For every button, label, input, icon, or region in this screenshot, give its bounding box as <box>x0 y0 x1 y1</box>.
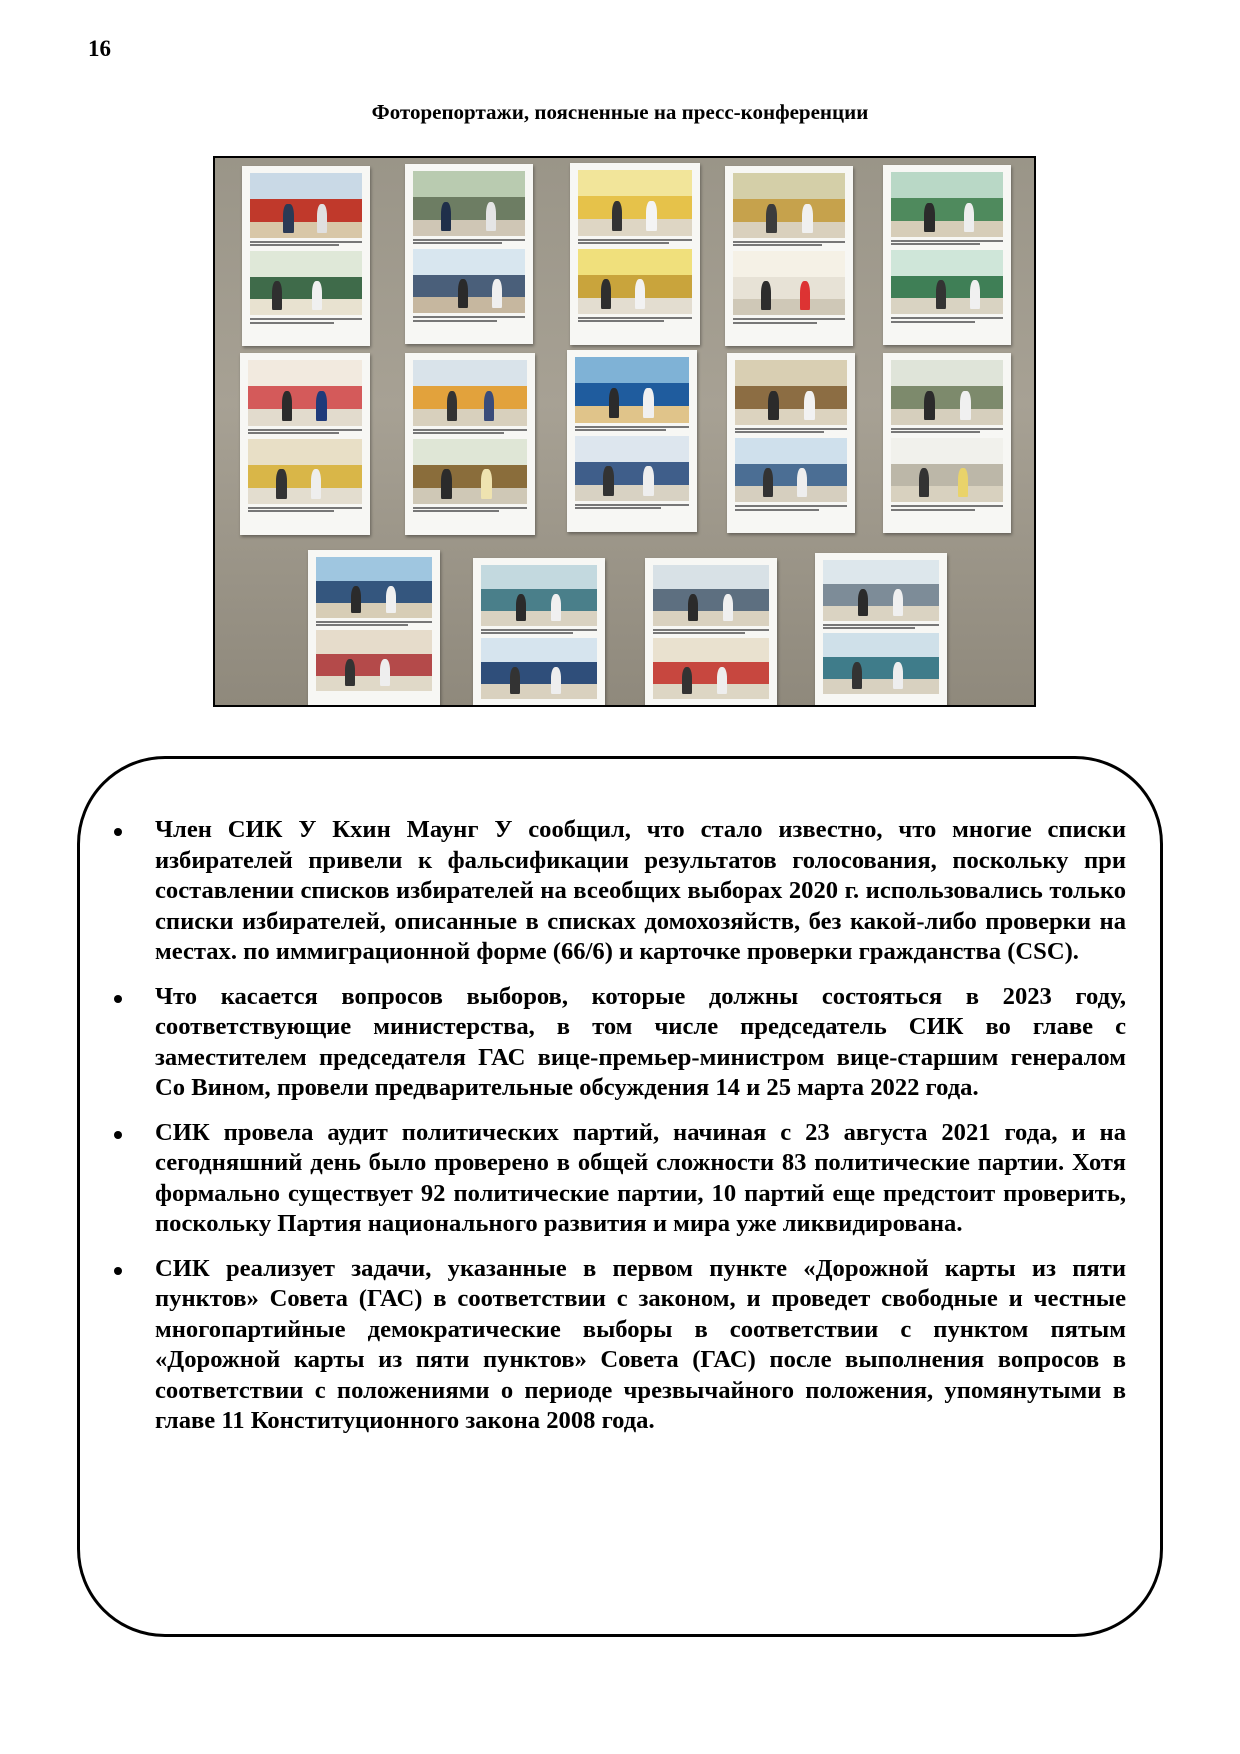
photo-sheet <box>883 353 1011 533</box>
list-item-text: СИК провела аудит политических партий, начиная с 23 августа 2021 года, и на сегодняшний день было проверено в общей сложности 83 политические партии. Хотя формально существует 92 политические партии, 10 партий еще предстоит проверить, поскольку Партия национального развития и мира уже ликвидирована. <box>155 1118 1126 1237</box>
photo-sheet <box>405 164 533 344</box>
list-item <box>155 982 1126 1104</box>
list-item-text: Что касается вопросов выборов, которые должны состояться в 2023 году, соответствующие министерства, в том числе председатель СИК во главе с заместителем председателя ГАС вице-премьер-министром вице-старшим генералом Со Вином, провели предварительные обсуждения 14 и 25 марта 2022 года. <box>155 982 1126 1101</box>
list-item-text: СИК реализует задачи, указанные в первом пункте «Дорожной карты из пяти пунктов» Совета (ГАС) в соответствии с законом, и проведет свободные и честные многопартийные демократические выборы в соответствии с пунктом пятым «Дорожной карты из пяти пунктов» Совета (ГАС) после выполнения вопросов в соответствии с положениями о периоде чрезвычайного положения, упомянутыми в главе 11 Конституционного закона 2008 года. <box>155 1254 1126 1434</box>
photo-sheet <box>570 163 700 345</box>
page-number: 16 <box>88 36 111 61</box>
photo-sheet <box>308 550 440 707</box>
photo-sheet <box>240 353 370 535</box>
bullet-icon <box>114 828 122 836</box>
photo-sheet <box>405 353 535 535</box>
photo-sheet <box>645 558 777 707</box>
photo-sheet <box>883 165 1011 345</box>
list-item <box>155 1118 1126 1240</box>
photo-sheet <box>242 166 370 346</box>
photo-caption: Фоторепортажи, поясненные на пресс-конференции <box>371 100 869 124</box>
photo-sheet <box>567 350 697 532</box>
bullet-icon <box>114 1131 122 1139</box>
photo-sheet <box>473 558 605 707</box>
bullet-list <box>155 815 1126 1437</box>
photo-report-image <box>213 156 1036 707</box>
photo-sheet <box>725 166 853 346</box>
list-item <box>155 1254 1126 1437</box>
photo-sheet <box>815 553 947 707</box>
photo-sheet <box>727 353 855 533</box>
bullet-icon <box>114 995 122 1003</box>
list-item <box>155 815 1126 968</box>
list-item-text: Член СИК У Кхин Маунг У сообщил, что стало известно, что многие списки избирателей привели к фальсификации результатов голосования, поскольку при составлении списков избирателей на всеобщих выборах 2020 г. использовались только списки избирателей, описанные в списках домохозяйств, без какой-либо проверки на местах. по иммиграционной форме (66/6) и карточке проверки гражданства (CSC). <box>155 816 1126 965</box>
bullet-icon <box>114 1267 122 1275</box>
